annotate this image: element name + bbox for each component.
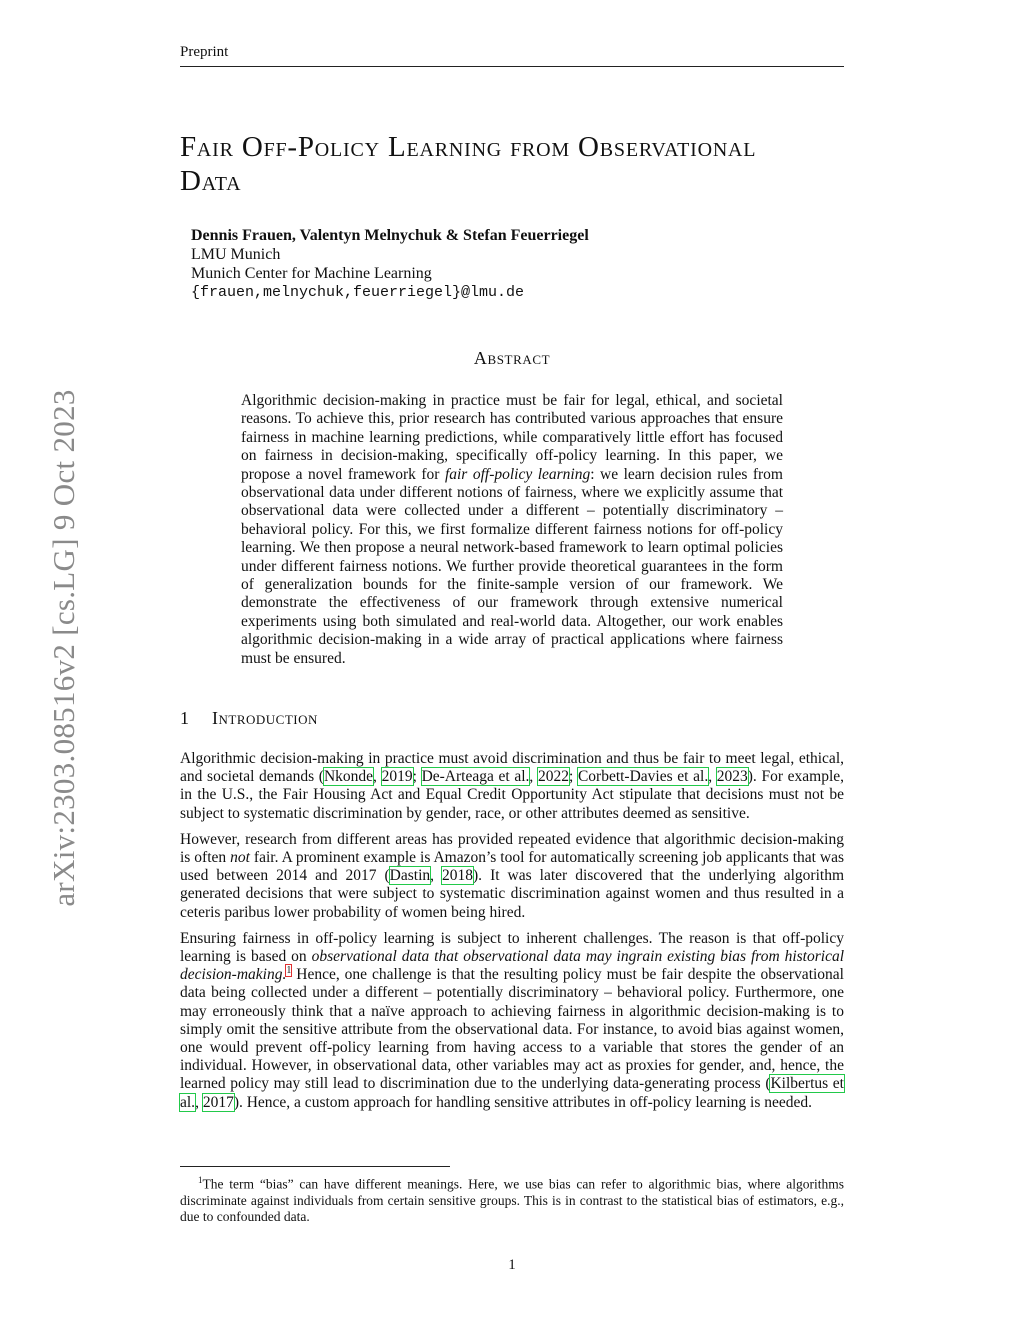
- p1-sep-2: ,: [529, 768, 538, 786]
- page-number: 1: [508, 1257, 516, 1273]
- p1-semi-1: ;: [412, 768, 422, 786]
- section-title: Introduction: [212, 708, 318, 728]
- p3-text-1: Ensuring fairness in off-policy learning is subject to inherent challenges. The reason is that off-policy learning is based on: [180, 929, 844, 966]
- intro-paragraph-2: [180, 831, 844, 922]
- footnote: [180, 1172, 844, 1225]
- intro-paragraph-1: [180, 750, 844, 823]
- p2-text-3: ). It was later discovered that the underlying algorithm generated decisions that were subject to systematic discrimination against women and thus resulted in a ceteris paribus lower probability of women being hired.: [180, 867, 844, 921]
- citation-dearteaga-name[interactable]: De-Arteaga et al.: [421, 768, 530, 786]
- p3-sep: ,: [195, 1093, 203, 1111]
- citation-dearteaga-year[interactable]: 2022: [537, 768, 569, 786]
- citation-nkonde-name[interactable]: Nkonde: [323, 768, 374, 786]
- p2-text-1: However, research from different areas has provided repeated evidence that algorithmic decision-making is often: [180, 830, 844, 867]
- footnote-reference[interactable]: 1: [286, 965, 292, 977]
- abstract-heading: Abstract: [473, 348, 551, 368]
- author-names: Dennis Frauen, Valentyn Melnychuk & Stefan Feuerriegel: [191, 227, 589, 244]
- citation-nkonde-year[interactable]: 2019: [381, 768, 413, 786]
- affiliation-1: LMU Munich: [191, 246, 281, 263]
- citation-corbettdavies-year[interactable]: 2023: [716, 768, 748, 786]
- citation-kilbertus-year[interactable]: 2017: [202, 1093, 234, 1111]
- section-heading: [180, 708, 318, 729]
- abstract-text-2: : we learn decision rules from observational data under different notions of fairness, where we explicitly assume that observational data were collected under a different – potentially discriminatory – behavioral policy. For this, we first formalize different fairness notions for off-policy learning. We then propose a neural network-based framework to learn optimal policies under different fairness notions. We further provide theoretical guarantees in the form of generalization bounds for the finite-sample version of our framework. We demonstrate the effectiveness of our framework through extensive numerical experiments using both simulated and real-world data. Altogether, our work enables algorithmic decision-making in a wide array of practical applications where fairness must be ensured.: [241, 465, 783, 667]
- p1-text-1: Algorithmic decision-making in practice must avoid discrimination and thus be fair to meet legal, ethical, and societal demands (: [180, 750, 844, 786]
- abstract-emphasis: fair off-policy learning: [444, 465, 591, 483]
- citation-dastin-name[interactable]: Dastin: [389, 867, 431, 885]
- p2-sep: ,: [430, 867, 443, 885]
- arxiv-stamp-text: arXiv:2303.08516v2 [cs.LG] 9 Oct 2023: [46, 389, 81, 907]
- intro-paragraph-3: [180, 930, 844, 1112]
- p1-text-2: ). For example, in the U.S., the Fair Housing Act and Equal Credit Opportunity Act stipulate that decisions must not be subject to systematic discrimination by gender, race, or other attributes deemed as sensitive.: [180, 768, 845, 822]
- introduction-body: [180, 750, 844, 1120]
- p3-emphasis: observational data that observational data may ingrain existing bias from historical decision-making.: [180, 948, 845, 984]
- author-block: [191, 226, 589, 302]
- p1-semi-2: ;: [568, 768, 578, 786]
- title-line-2: Data: [180, 165, 242, 197]
- author-emails: {frauen,melnychuk,feuerriegel}@lmu.de: [191, 284, 525, 301]
- footnote-rule: [180, 1166, 450, 1167]
- running-header: Preprint: [180, 44, 229, 60]
- abstract-body: [241, 392, 783, 668]
- citation-corbettdavies-name[interactable]: Corbett-Davies et al.: [577, 768, 709, 786]
- title-line-1: Fair Off-Policy Learning from Observational: [180, 131, 757, 163]
- citation-dastin-year[interactable]: 2018: [442, 867, 474, 885]
- p3-text-2: Hence, one challenge is that the resulting policy must be fair despite the observational data being collected under a different – potentially discriminatory – behavioral policy. Furthermore, one may erroneously think that a naïve approach to achieving fairness in algorithmic decision-making is to simply omit the sensitive attribute from the observational data. For instance, to avoid bias against women, one would prevent off-policy learning from having access to a variable that stores the gender of an individual. However, in observational data, other variables may act as proxies for gender, and, hence, the learned policy may still lead to discrimination due to the underlying data-generating process (: [180, 966, 844, 1093]
- abstract-text-1: Algorithmic decision-making in practice must be fair for legal, ethical, and societal reasons. To achieve this, prior research has contributed various approaches that ensure fairness in machine learning predictions, while comparatively little effort has focused on fairness in decision-making, specifically off-policy learning. In this paper, we propose a novel framework for: [241, 392, 783, 483]
- footnote-text: The term “bias” can have different meanings. Here, we use bias can refer to algorithmic bias, where algorithms discriminate against individuals from certain sensitive groups. This is in contrast to the statistical bias of estimators, e.g., due to confounded data.: [180, 1176, 844, 1224]
- paper-title: [180, 130, 848, 198]
- p2-text-2: fair. A prominent example is Amazon’s tool for automatically screening job applicants that was used between 2014 and 2017 (: [180, 849, 845, 885]
- p1-sep-1: ,: [373, 768, 382, 786]
- p3-text-3: ). Hence, a custom approach for handling sensitive attributes in off-policy learning is needed.: [233, 1093, 813, 1111]
- p2-emphasis: not: [230, 849, 250, 867]
- p1-sep-3: ,: [708, 768, 717, 786]
- section-number: 1: [180, 708, 190, 728]
- citation-kilbertus-name[interactable]: Kilbertus et al.: [180, 1075, 844, 1111]
- affiliation-2: Munich Center for Machine Learning: [191, 265, 432, 282]
- header-rule: [180, 66, 844, 67]
- footnote-mark: 1: [198, 1175, 203, 1185]
